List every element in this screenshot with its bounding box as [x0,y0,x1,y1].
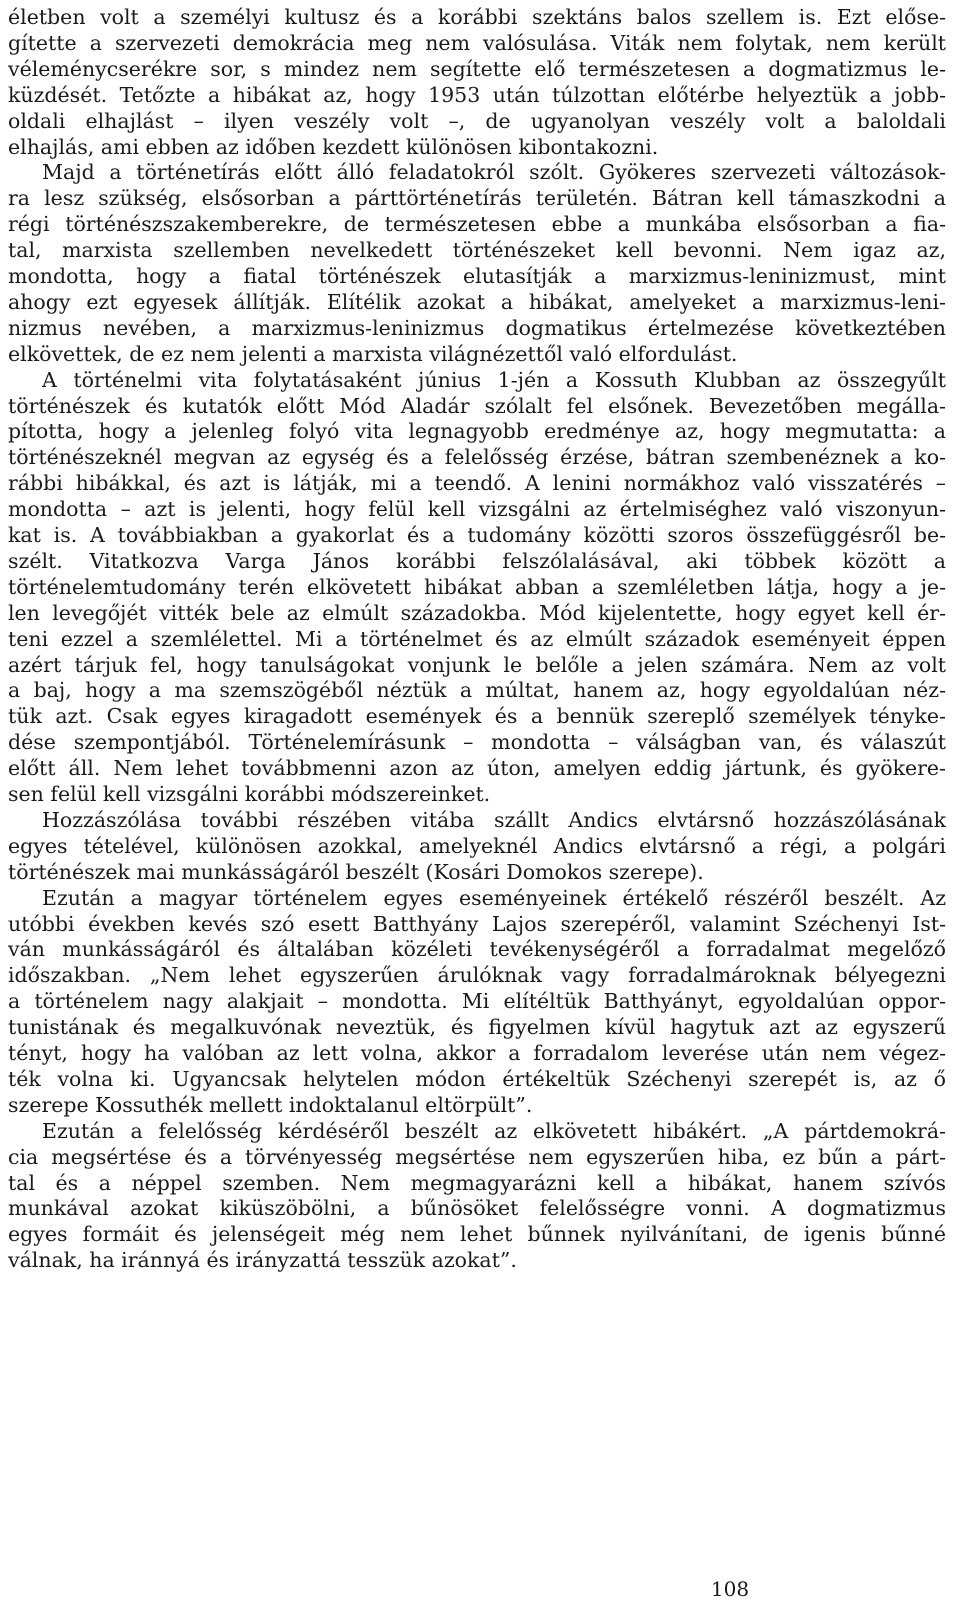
text-line: ra lesz szükség, elsősorban a párttörténetírás területén. Bátran kell támaszkodni a [8,186,946,211]
text-line: szélt. Vitatkozva Varga János korábbi felszólalásával, aki többek között a [8,548,946,573]
text-line: ván munkásságáról és általában közéleti tevékenységéről a forradalmat megelőző [8,937,946,962]
text-line: egyes formáit és jelenségeit még nem lehet bűnnek nyilvánítani, de igenis bűnné [8,1222,946,1247]
text-line: teni ezzel a szemlélettel. Mi a történelmet és az elmúlt századok eseményeit éppen [8,626,946,651]
text-line: időszakban. „Nem lehet egyszerűen árulóknak vagy forradalmároknak bélyegezni [8,963,946,988]
text-line: elhajlás, ami ebben az időben kezdett különösen kibontakozni. [8,134,659,159]
text-line: Ezután a magyar történelem egyes eseményeinek értékelő részéről beszélt. Az [42,885,946,910]
text-line: azért tárjuk fel, hogy tanulságokat vonjunk le belőle a jelen számára. Nem az volt [8,652,946,677]
text-line: ték volna ki. Ugyancsak helytelen módon értékeltük Széchenyi szerepét is, az ő [8,1066,946,1091]
text-line: történelemtudomány terén elkövetett hibákat abban a szemléletben látja, hogy a je- [8,574,946,599]
text-line: elkövettek, de ez nem jelenti a marxista világnézettől való elfordulást. [8,341,738,366]
text-line: Ezután a felelősség kérdéséről beszélt az elkövetett hibákért. „A pártdemokrá- [42,1118,946,1143]
text-line: a baj, hogy a ma szemszögéből néztük a múltat, hanem az, hogy egyoldalúan néz- [8,678,946,703]
text-line: tal és a néppel szemben. Nem megmagyarázni kell a hibákat, hanem szívós [8,1170,946,1195]
text-line: dése szempontjából. Történelemírásunk – mondotta – válságban van, és válaszút [8,730,946,755]
text-line: egyes tételével, különösen azokkal, amelyeknél Andics elvtársnő a régi, a polgári [8,833,946,858]
text-line: történészek és kutatók előtt Mód Aladár szólalt fel elsőnek. Bevezetőben megálla- [8,393,946,418]
text-line: tunistának és megalkuvónak neveztük, és figyelmen kívül hagytuk azt az egyszerű [8,1015,946,1040]
text-line: sen felül kell vizsgálni korábbi módszereinket. [8,782,491,806]
text-line: oldali elhajlást – ilyen veszély volt –, de ugyanolyan veszély volt a baloldali [8,108,946,133]
text-line: tük azt. Csak egyes kiragadott események és a bennük szereplő személyek tényke- [8,704,946,729]
text-line: szerepe Kossuthék mellett indoktalanul eltörpült”. [8,1092,533,1117]
text-line: régi történészszakemberekre, de természetesen ebbe a munkába elsősorban a fia- [8,212,946,237]
text-line: véleménycserékre sor, s mindez nem segítette elő természetesen a dogmatizmus le- [8,56,946,81]
text-line: mondotta, hogy a fiatal történészek elutasítják a marxizmus-leninizmust, mint [8,264,946,288]
text-line: A történelmi vita folytatásaként június 1-jén a Kossuth Klubban az összegyűlt [42,367,946,392]
text-line: kat is. A továbbiakban a gyakorlat és a tudomány közötti szoros összefüggésről be- [8,523,946,547]
text-line: tényt, hogy ha valóban az lett volna, akkor a forradalom leverése után nem végez- [8,1041,946,1065]
text-line: történészeknél megvan az egység és a felelősség érzése, bátran szembenéznek a ko- [8,445,946,470]
text-line: tal, marxista szellemben nevelkedett történészeket kell bevonni. Nem igaz az, [8,238,946,263]
text-line: gítette a szervezeti demokrácia meg nem valósulása. Viták nem folytak, nem került [8,30,946,55]
text-line: ahogy ezt egyesek állítják. Elítélik azokat a hibákat, amelyeket a marxizmus-leni- [8,289,946,314]
text-line: történészek mai munkásságáról beszélt (Kosári Domokos szerepe). [8,859,704,884]
text-line: válnak, ha iránnyá és irányzattá tesszük azokat”. [8,1248,517,1273]
text-line: a történelem nagy alakjait – mondotta. Mi elítéltük Batthyányt, egyoldalúan oppor- [8,989,946,1014]
text-line: len levegőjét vitték bele az elmúlt századokba. Mód kijelentette, hogy egyet kell ér- [8,600,946,625]
text-line: előtt áll. Nem lehet továbbmenni azon az úton, amelyen eddig jártunk, és gyökere- [8,756,946,781]
text-line: mondotta – azt is jelenti, hogy felül kell vizsgálni az értelmiséghez való viszonyun- [8,497,946,522]
text-line: életben volt a személyi kultusz és a korábbi szektáns balos szellem is. Ezt előse- [8,5,946,29]
text-line: munkával azokat kiküszöbölni, a bűnösöket felelősségre vonni. A dogmatizmus [8,1196,946,1221]
text-line: utóbbi években kevés szó esett Batthyány Lajos szerepéről, valamint Széchenyi Ist- [8,911,946,936]
page-number: 108 [710,1577,750,1601]
text-line: nizmus nevében, a marxizmus-leninizmus dogmatikus értelmezése következtében [8,315,946,340]
text-line: Hozzászólása további részében vitába szállt Andics elvtársnő hozzászólásának [42,807,946,832]
text-line: küzdését. Tetőzte a hibákat az, hogy 1953 után túlzottan előtérbe helyeztük a jobb- [8,82,946,107]
text-line: cia megsértése és a törvényesség megsértése nem egyszerűen hiba, ez bűn a párt- [8,1144,946,1169]
text-line: rábbi hibákkal, és azt is látják, mi a teendő. A lenini normákhoz való visszatérés – [8,471,946,496]
text-line: Majd a történetírás előtt álló feladatokról szólt. Gyökeres szervezeti változások- [42,160,946,185]
text-line: pította, hogy a jelenleg folyó vita legnagyobb eredménye az, hogy megmutatta: a [8,419,946,444]
